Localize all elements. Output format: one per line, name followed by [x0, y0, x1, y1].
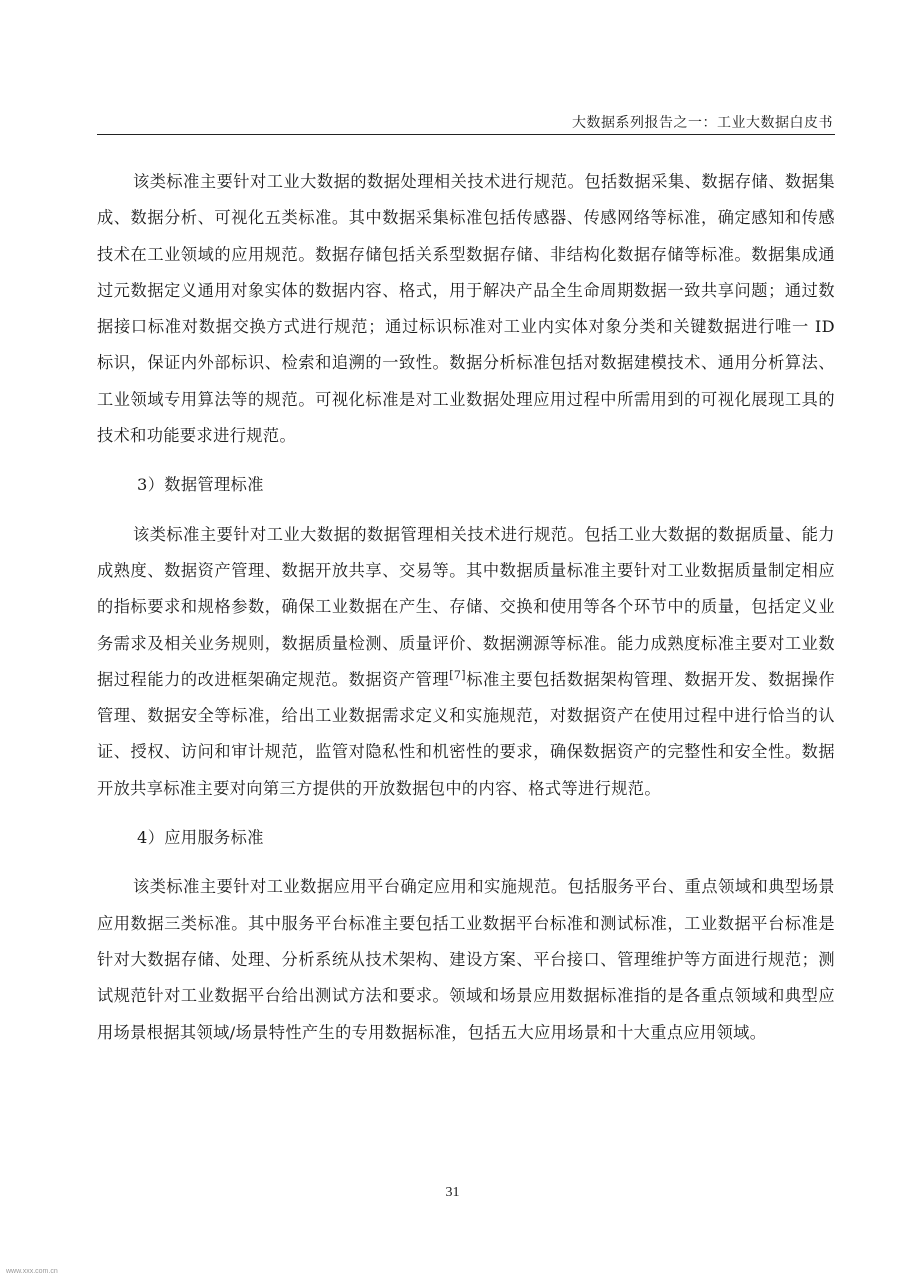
page-number: 31 [445, 1185, 460, 1200]
paragraph-text-part: 该类标准主要针对工业大数据的数据管理相关技术进行规范。包括工业大数据的数据质量、能力成熟度、数据资产管理、数据开放共享、交易等。其中数据质量标准主要针对工业数据质量制定相应的指标要求和规格参数，确保工业数据在产生、存储、交换和使用等各个环节中的质量，包括定义业务需求及相关业务规则，数据质量检测、质量评价、数据溯源等标准。能力成熟度标准主要对工业数据过程能力的改进框架确定规范。数据资产管理 [97, 524, 835, 689]
paragraph-application-service: 该类标准主要针对工业数据应用平台确定应用和实施规范。包括服务平台、重点领域和典型场景应用数据三类标准。其中服务平台标准主要包括工业数据平台标准和测试标准，工业数据平台标准是针对大数据存储、处理、分析系统从技术架构、建设方案、平台接口、管理维护等方面进行规范；测试规范针对工业数据平台给出测试方法和要求。领域和场景应用数据标准指的是各重点领域和典型应用场景根据其领域/场景特性产生的专用数据标准，包括五大应用场景和十大重点应用领域。 [97, 877, 835, 1042]
page-body [97, 164, 835, 1051]
watermark: www.xxx.com.cn [6, 1268, 58, 1275]
paragraph-data-management [97, 517, 835, 807]
paragraph-data-processing: 该类标准主要针对工业大数据的数据处理相关技术进行规范。包括数据采集、数据存储、数据集成、数据分析、可视化五类标准。其中数据采集标准包括传感器、传感网络等标准，确定感知和传感技术在工业领域的应用规范。数据存储包括关系型数据存储、非结构化数据存储等标准。数据集成通过元数据定义通用对象实体的数据内容、格式，用于解决产品全生命周期数据一致共享问题；通过数据接口标准对数据交换方式进行规范；通过标识标准对工业内实体对象分类和关键数据进行唯一 ID 标识，保证内外部标识、检索和追溯的一致性。数据分析标准包括对数据建模技术、通用分析算法、工业领域专用算法等的规范。可视化标准是对工业数据处理应用过程中所需用到的可视化展现工具的技术和功能要求进行规范。 [97, 172, 835, 446]
running-title: 大数据系列报告之一：工业大数据白皮书 [572, 115, 833, 131]
citation-marker: [7] [449, 668, 467, 682]
page-header [97, 112, 835, 135]
heading-data-management: 3）数据管理标准 [137, 475, 264, 495]
heading-application-service: 4）应用服务标准 [137, 828, 264, 848]
paragraph-text-part: 标准主要包括数据架构管理、数据开发、数据操作管理、数据安全等标准，给出工业数据需求定义和实施规范，对数据资产在使用过程中进行恰当的认证、授权、访问和审计规范，监管对隐私性和机密性的要求，确保数据资产的完整性和安全性。数据开放共享标准主要对向第三方提供的开放数据包中的内容、格式等进行规范。 [97, 669, 835, 798]
